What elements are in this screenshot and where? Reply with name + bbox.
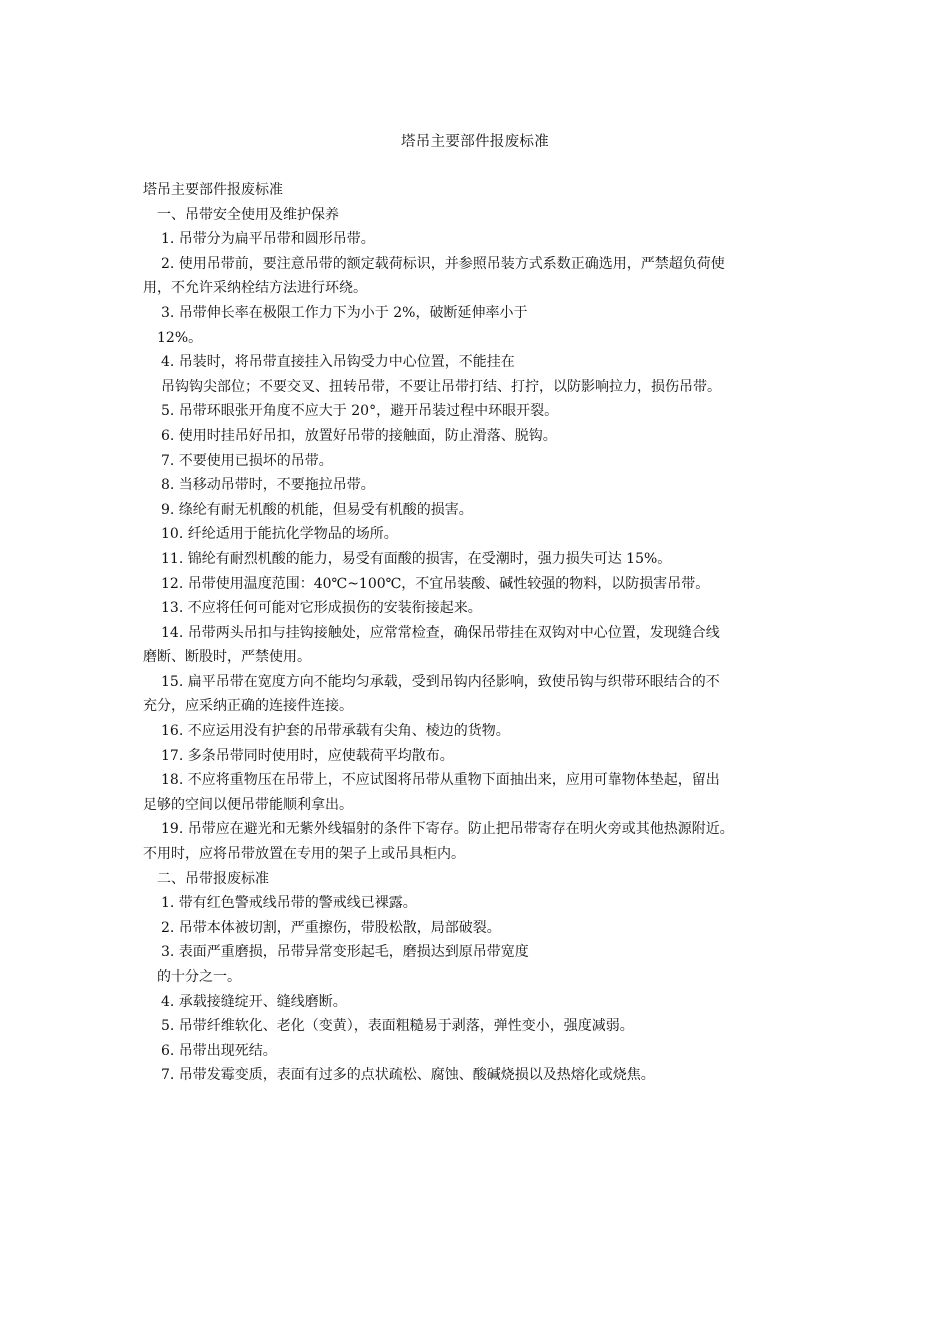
list-item: 18. 不应将重物压在吊带上，不应试图将吊带从重物下面抽出来，应用可靠物体垫起，留出 xyxy=(161,772,720,789)
list-item: 4. 承载接缝绽开、缝线磨断。 xyxy=(161,993,347,1010)
list-item-continuation: 12%。 xyxy=(157,329,203,346)
list-item: 6. 吊带出现死结。 xyxy=(161,1042,277,1059)
list-item: 4. 吊装时，将吊带直接挂入吊钩受力中心位置，不能挂在 xyxy=(161,354,515,371)
list-item: 9. 绦纶有耐无机酸的机能，但易受有机酸的损害。 xyxy=(161,501,473,518)
list-item: 17. 多条吊带同时使用时，应使载荷平均散布。 xyxy=(161,747,454,764)
list-item: 6. 使用时挂吊好吊扣，放置好吊带的接触面，防止滑落、脱钩。 xyxy=(161,427,557,444)
list-item-continuation: 磨断、断股时，严禁使用。 xyxy=(143,649,311,666)
list-item: 2. 吊带本体被切割，严重擦伤，带股松散，局部破裂。 xyxy=(161,919,501,936)
list-item-continuation: 足够的空间以便吊带能顺利拿出。 xyxy=(143,796,353,813)
section-title: 二、吊带报废标准 xyxy=(157,870,269,887)
list-item-continuation: 用，不允许采纳栓结方法进行环绕。 xyxy=(143,280,367,297)
list-item: 8. 当移动吊带时，不要拖拉吊带。 xyxy=(161,477,375,494)
list-item: 16. 不应运用没有护套的吊带承载有尖角、棱边的货物。 xyxy=(161,723,510,740)
list-item-continuation: 吊钩钩尖部位；不要交叉、扭转吊带，不要让吊带打结、打拧，以防影响拉力，损伤吊带。 xyxy=(161,378,721,395)
list-item: 2. 使用吊带前，要注意吊带的额定载荷标识，并参照吊装方式系数正确选用，严禁超负荷使 xyxy=(161,255,725,272)
list-item: 3. 吊带伸长率在极限工作力下为小于 2%，破断延伸率小于 xyxy=(161,304,528,321)
list-item: 7. 吊带发霉变质，表面有过多的点状疏松、腐蚀、酸碱烧损以及热熔化或烧焦。 xyxy=(161,1067,655,1084)
list-item-continuation: 的十分之一。 xyxy=(157,969,241,985)
list-item: 1. 吊带分为扁平吊带和圆形吊带。 xyxy=(161,231,375,248)
list-item: 14. 吊带两头吊扣与挂钩接触处，应常常检查，确保吊带挂在双钩对中心位置，发现缝合线 xyxy=(161,624,720,641)
list-item: 5. 吊带纤维软化、老化（变黄），表面粗糙易于剥落，弹性变小，强度减弱。 xyxy=(161,1018,634,1035)
document-title: 塔吊主要部件报废标准 xyxy=(401,134,549,150)
list-item: 13. 不应将任何可能对它形成损伤的安装衔接起来。 xyxy=(161,600,482,617)
list-item: 7. 不要使用已损坏的吊带。 xyxy=(161,452,333,469)
list-item-continuation: 不用时，应将吊带放置在专用的架子上或吊具柜内。 xyxy=(143,846,465,863)
list-item-continuation: 充分，应采纳正确的连接件连接。 xyxy=(143,698,353,715)
list-item: 19. 吊带应在避光和无紫外线辐射的条件下寄存。防止把吊带寄存在明火旁或其他热源附近。 xyxy=(161,821,734,838)
list-item: 1. 带有红色警戒线吊带的警戒线已裸露。 xyxy=(161,895,417,912)
document-body xyxy=(143,178,823,1088)
list-item: 3. 表面严重磨损，吊带异常变形起毛，磨损达到原吊带宽度 xyxy=(161,944,529,961)
list-item: 15. 扁平吊带在宽度方向不能均匀承载，受到吊钩内径影响，致使吊钩与织带环眼结合的不 xyxy=(161,673,720,690)
list-item: 5. 吊带环眼张开角度不应大于 20°，避开吊装过程中环眼开裂。 xyxy=(161,403,559,420)
list-item: 10. 纤纶适用于能抗化学物品的场所。 xyxy=(161,526,398,543)
document-heading: 塔吊主要部件报废标准 xyxy=(143,182,283,198)
section-title: 一、吊带安全使用及维护保养 xyxy=(157,206,339,223)
list-item: 11. 锦纶有耐烈机酸的能力，易受有面酸的损害，在受潮时，强力损失可达 15%。 xyxy=(161,550,672,567)
list-item: 12. 吊带使用温度范围：40℃~100℃，不宜吊装酸、碱性较强的物料，以防损害吊带。 xyxy=(161,575,710,592)
